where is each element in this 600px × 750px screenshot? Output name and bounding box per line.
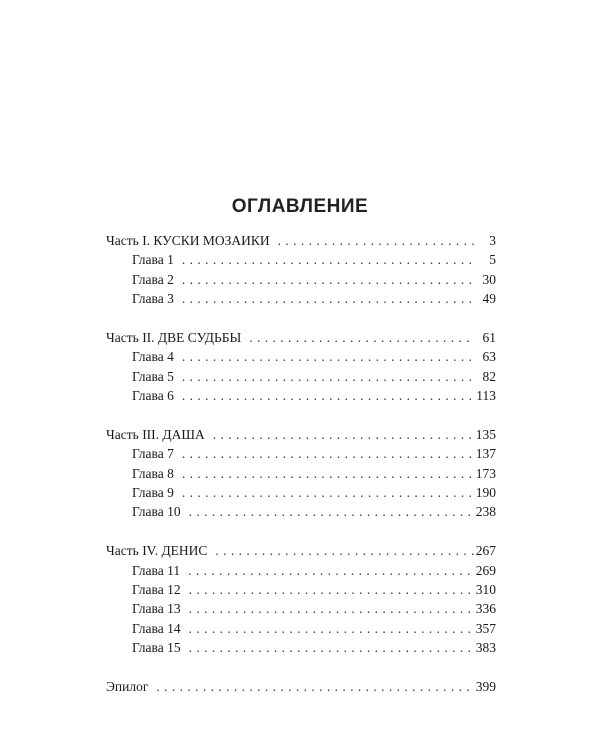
page-number: 61: [482, 329, 496, 345]
dot-leader: [156, 677, 473, 696]
toc-part-entry: [106, 541, 496, 560]
dot-leader: [182, 250, 474, 269]
page-number: 5: [489, 252, 496, 268]
dot-leader: [182, 483, 474, 502]
page-number: 135: [475, 426, 496, 442]
toc-title: ОГЛАВЛЕНИЕ: [231, 196, 369, 217]
toc-chapter-entry: [106, 444, 496, 463]
part-label: Часть IV. ДЕНИС: [106, 543, 208, 559]
chapter-label: Глава 6: [132, 388, 174, 404]
page-number: 63: [482, 349, 496, 365]
chapter-label: Глава 8: [132, 465, 174, 481]
chapter-label: Глава 10: [132, 504, 181, 520]
chapter-label: Глава 13: [132, 601, 181, 617]
toc-part-entry: [106, 328, 496, 347]
part-label: Часть III. ДАША: [106, 426, 205, 442]
toc-epilogue-entry: [106, 677, 496, 696]
toc-part-3: [106, 425, 496, 522]
chapter-label: Глава 1: [132, 252, 174, 268]
dot-leader: [189, 638, 474, 657]
dot-leader: [278, 231, 474, 250]
dot-leader: [249, 328, 474, 347]
dot-leader: [189, 599, 474, 618]
chapter-label: Глава 11: [132, 562, 181, 578]
chapter-label: Глава 4: [132, 349, 174, 365]
chapter-label: Глава 2: [132, 271, 174, 287]
page-number: 173: [475, 465, 496, 481]
page-number: 357: [475, 620, 496, 636]
page-number: 399: [475, 678, 496, 694]
toc-chapter-entry: [106, 561, 496, 580]
page-number: 336: [475, 601, 496, 617]
toc-chapter-entry: [106, 619, 496, 638]
page-number: 3: [489, 233, 496, 248]
toc-chapter-entry: [106, 347, 496, 366]
page-number: 238: [475, 504, 496, 520]
dot-leader: [213, 425, 474, 444]
dot-leader: [182, 464, 474, 483]
toc-chapter-entry: [106, 386, 496, 405]
toc-epilogue: [106, 677, 496, 696]
chapter-label: Глава 12: [132, 582, 181, 598]
toc-part-2: [106, 328, 496, 406]
chapter-label: Глава 7: [132, 446, 174, 462]
dot-leader: [182, 347, 474, 366]
toc-part-4: [106, 541, 496, 657]
toc-chapter-entry: [106, 367, 496, 386]
epilogue-label: Эпилог: [106, 678, 149, 694]
chapter-label: Глава 15: [132, 640, 181, 656]
page-number: 113: [476, 388, 496, 404]
page-number: 310: [475, 582, 496, 598]
dot-leader: [188, 561, 474, 580]
dot-leader: [182, 289, 474, 308]
toc-chapter-entry: [106, 483, 496, 502]
dot-leader: [182, 367, 474, 386]
dot-leader: [189, 502, 474, 521]
part-label: Часть I. КУСКИ МОЗАИКИ: [106, 233, 270, 248]
page-number: 269: [475, 562, 496, 578]
page-number: 137: [475, 446, 496, 462]
dot-leader: [189, 619, 474, 638]
chapter-label: Глава 14: [132, 620, 181, 636]
page-number: 267: [475, 543, 496, 559]
page-number: 30: [482, 271, 496, 287]
toc-part-entry: [106, 231, 496, 250]
part-label: Часть II. ДВЕ СУДЬБЫ: [106, 329, 242, 345]
page-number: 82: [482, 368, 496, 384]
chapter-label: Глава 5: [132, 368, 174, 384]
dot-leader: [182, 386, 474, 405]
toc-chapter-entry: [106, 638, 496, 657]
dot-leader: [182, 270, 474, 289]
toc-chapter-entry: [106, 289, 496, 308]
toc-chapter-entry: [106, 580, 496, 599]
toc-part-1: [106, 231, 496, 309]
page-number: 383: [475, 640, 496, 656]
toc-part-entry: [106, 425, 496, 444]
dot-leader: [182, 444, 474, 463]
toc-chapter-entry: [106, 599, 496, 618]
page-number: 49: [482, 291, 496, 307]
table-of-contents: [106, 231, 496, 716]
chapter-label: Глава 3: [132, 291, 174, 307]
toc-chapter-entry: [106, 270, 496, 289]
toc-chapter-entry: [106, 250, 496, 269]
dot-leader: [215, 541, 473, 560]
toc-chapter-entry: [106, 464, 496, 483]
chapter-label: Глава 9: [132, 485, 174, 501]
toc-chapter-entry: [106, 502, 496, 521]
page-number: 190: [475, 485, 496, 501]
dot-leader: [189, 580, 474, 599]
